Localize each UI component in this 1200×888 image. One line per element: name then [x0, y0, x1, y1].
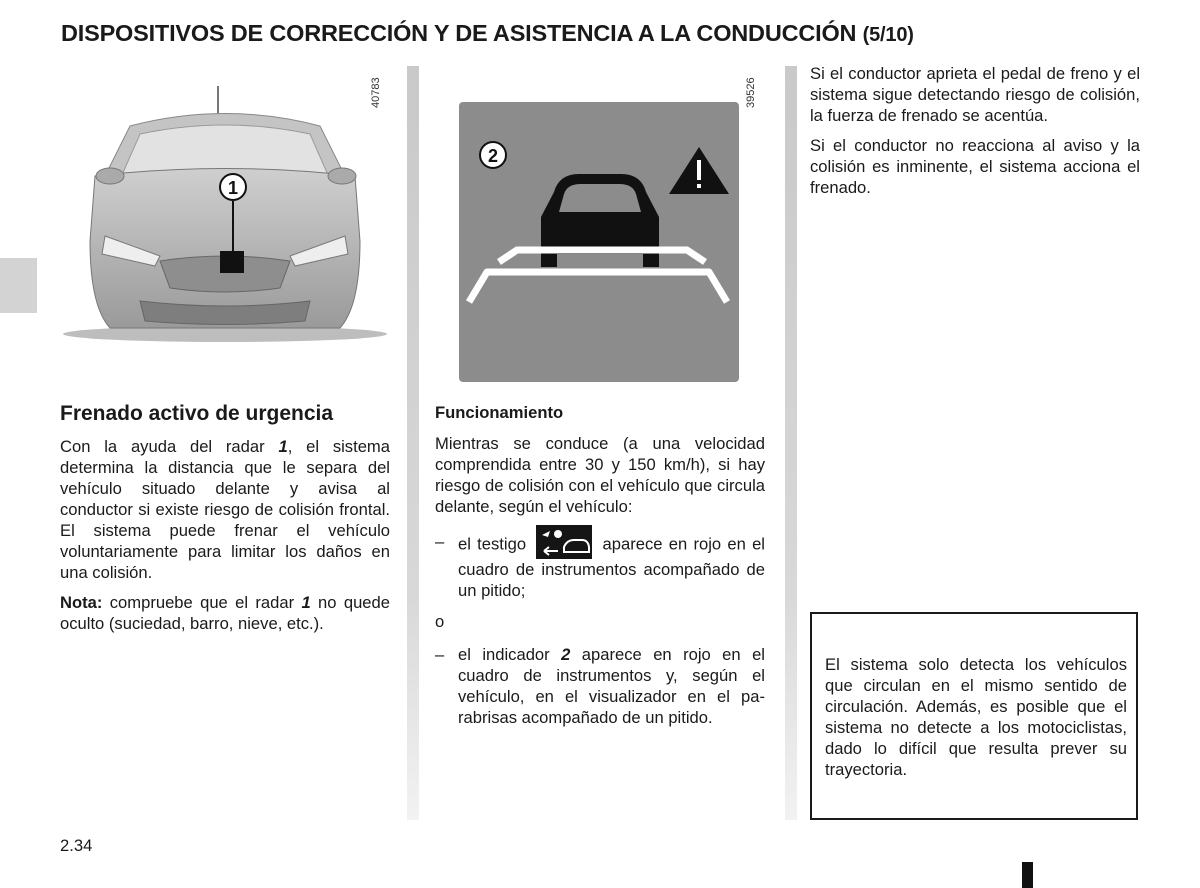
warning-triangle-icon	[669, 147, 729, 194]
braking-paragraph: Si el conductor aprieta el pedal de freno y el sistema sigue detectando riesgo de colisión, la fuerza de frenado se acentúa.	[810, 64, 1140, 125]
dashboard-display-illustration	[459, 102, 739, 382]
automatic-braking-paragraph: Si el conductor no reacciona al aviso y la colisión es inminente, el sistema acciona el frenado.	[810, 136, 1140, 197]
list-item: – el indicador 2 aparece en rojo en el cuadro de instrumentos y, según el vehículo, en el visualizador en el parabrisas acompañado de un pitido.	[435, 645, 765, 727]
radar-ref: 1	[278, 437, 288, 456]
car-front-svg	[60, 66, 390, 346]
subsection-heading: Funcionamiento	[435, 403, 564, 422]
page-indicator: (5/10)	[862, 24, 914, 46]
column-divider-left	[407, 66, 419, 820]
car-front-illustration	[60, 66, 390, 346]
note-paragraph: Nota: compruebe que el radar 1 no quede oculto (suciedad, barro, nieve, etc.).	[60, 593, 390, 633]
radar-callout: 1	[227, 178, 239, 198]
title-text: DISPOSITIVOS DE CORRECCIÓN Y DE ASISTENCIA A LA CONDUCCIÓN	[61, 20, 857, 46]
collision-warning-icon	[536, 525, 592, 559]
page-title	[61, 20, 914, 47]
middle-column-text	[435, 433, 765, 737]
intro-paragraph: Con la ayuda del radar 1, el sistema determina la distancia que le separa del vehículo situado delante y avisa al conductor si existe riesgo de colisión frontal. El sistema puede frenar el vehículo voluntariamente para limitar los daños en una colisión.	[60, 437, 390, 582]
left-column-text	[60, 436, 390, 643]
note-label: Nota:	[60, 593, 103, 612]
column-divider-right	[785, 66, 797, 820]
corner-marker	[1022, 862, 1033, 888]
section-heading: Frenado activo de urgencia	[60, 402, 334, 425]
indicator-ref: 2	[561, 645, 571, 664]
chapter-tab	[0, 258, 37, 313]
notice-text: El sistema solo detecta los vehículos que circulan en el mismo sentido de circulación. Además, es posible que el sistema no detecte a los motociclistas, dado lo difícil que resulta prever su trayectoria.	[825, 655, 1127, 779]
notice-box	[810, 612, 1138, 820]
list-item: – el testigo aparece en rojo en el cuadro de instrumentos acompañado de un pitido;	[435, 531, 765, 601]
right-column-text	[810, 63, 1140, 207]
or-separator: o	[435, 612, 445, 631]
operation-intro: Mientras se conduce (a una velocidad comprendida entre 30 y 150 km/h), si hay riesgo de colisión con el vehículo que circula delante, según el vehículo:	[435, 434, 765, 516]
display-svg	[459, 102, 739, 382]
page-number: 2.34	[60, 836, 93, 855]
display-callout: 2	[487, 146, 499, 166]
figure-ref-display: 39526	[745, 77, 757, 108]
figure-ref-car: 40783	[370, 77, 382, 108]
